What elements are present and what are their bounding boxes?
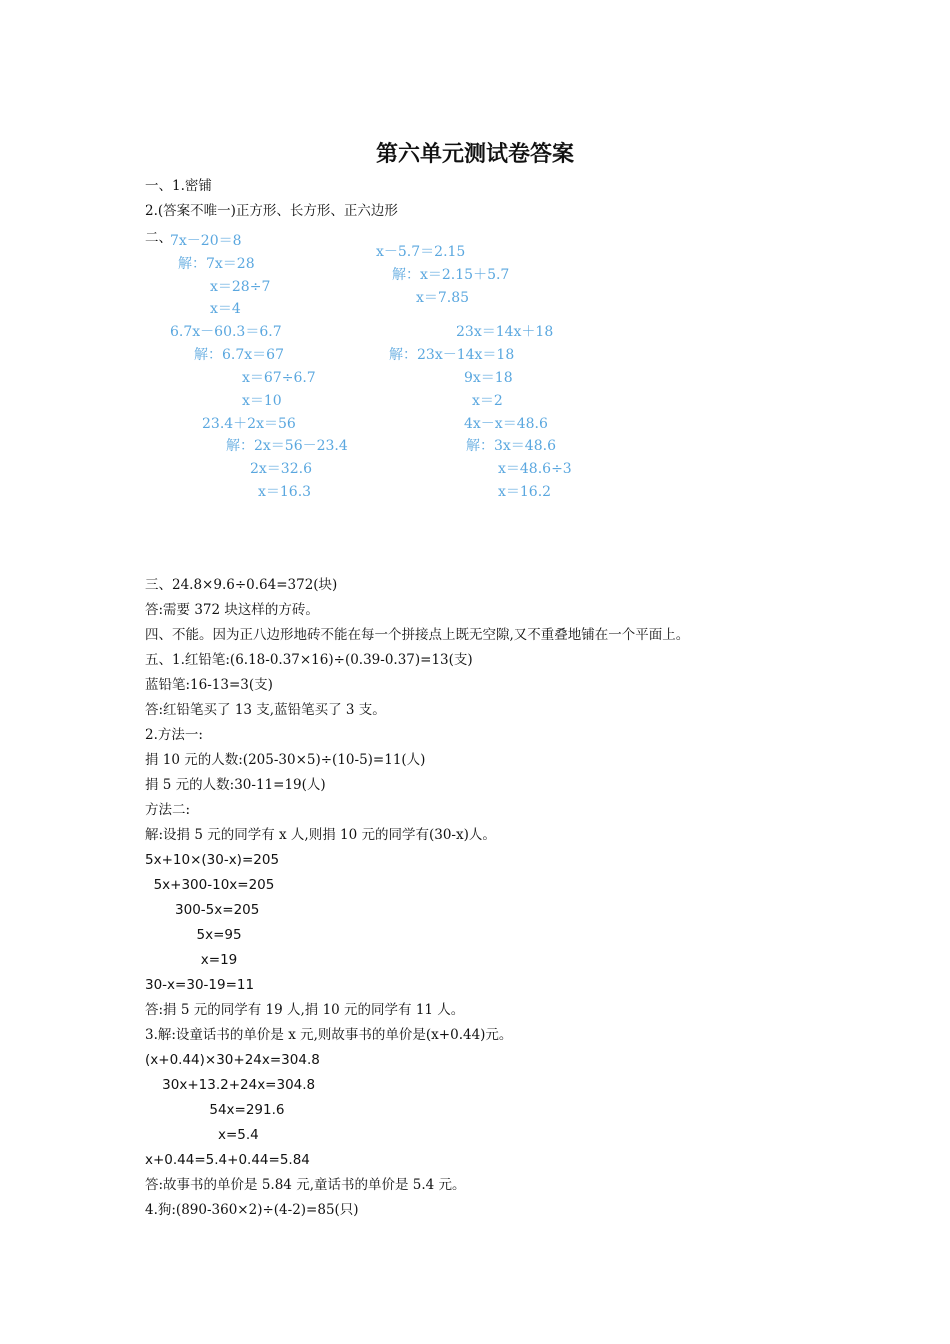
equation-left-1: 7x－20＝8 (170, 233, 242, 249)
answer-5-line: 5x+300-10x=205 (145, 877, 275, 893)
equation-left-12: x＝16.3 (258, 484, 312, 500)
answer-5-line: 蓝铅笔:16-13=3(支) (145, 677, 273, 693)
answer-5-line: 30-x=30-19=11 (145, 977, 255, 993)
equation-right-6: 9x＝18 (464, 370, 513, 386)
answer-5-line: 方法二: (145, 802, 191, 818)
equation-right-11: x＝16.2 (498, 484, 552, 500)
answer-5-line: x=19 (145, 952, 238, 968)
answer-5-line: 3.解:设童话书的单价是 x 元,则故事书的单价是(x+0.44)元。 (145, 1027, 513, 1043)
answer-5-line: 答:红铅笔买了 13 支,蓝铅笔买了 3 支。 (145, 702, 386, 718)
equation-right-2: 解：x＝2.15＋5.7 (392, 267, 510, 283)
answer-5-line: 5x=95 (145, 927, 242, 943)
answer-5-line: 答:捐 5 元的同学有 19 人,捐 10 元的同学有 11 人。 (145, 1002, 465, 1018)
answer-5-line: 捐 10 元的人数:(205-30×5)÷(10-5)=11(人) (145, 752, 426, 768)
equation-left-6: 解：6.7x＝67 (194, 347, 284, 363)
answer-5-line: (x+0.44)×30+24x=304.8 (145, 1052, 320, 1068)
answer-1-2: 2.(答案不唯一)正方形、长方形、正六边形 (145, 203, 398, 219)
equation-left-9: 23.4＋2x＝56 (202, 416, 296, 432)
answer-5-line: 2.方法一: (145, 727, 203, 743)
equation-right-3: x＝7.85 (416, 290, 470, 306)
equation-left-5: 6.7x－60.3＝6.7 (170, 324, 282, 340)
answer-5-line: 5x+10×(30-x)=205 (145, 852, 280, 868)
equation-right-10: x＝48.6÷3 (498, 461, 572, 477)
equation-left-2: 解：7x＝28 (178, 256, 255, 272)
equation-right-7: x＝2 (472, 393, 503, 409)
page-title: 第六单元测试卷答案 (375, 142, 574, 167)
answer-4-1: 四、不能。因为正八边形地砖不能在每一个拼接点上既无空隙,又不重叠地铺在一个平面上。 (145, 627, 690, 643)
equation-left-10: 解：2x＝56－23.4 (226, 438, 348, 454)
answer-5-line: 300-5x=205 (145, 902, 260, 918)
equation-left-3: x＝28÷7 (210, 279, 271, 295)
section-2-label: 二、 (145, 230, 172, 246)
equation-right-8: 4x－x＝48.6 (464, 416, 548, 432)
equation-right-4: 23x＝14x＋18 (456, 324, 554, 340)
equation-right-5: 解：23x－14x＝18 (389, 347, 515, 363)
equation-right-9: 解：3x＝48.6 (466, 438, 556, 454)
equation-left-8: x＝10 (242, 393, 282, 409)
equation-left-4: x＝4 (210, 301, 241, 317)
answer-5-line: 五、1.红铅笔:(6.18-0.37×16)÷(0.39-0.37)=13(支) (145, 652, 473, 668)
answer-5-line: 30x+13.2+24x=304.8 (145, 1077, 316, 1093)
answer-5-line: 捐 5 元的人数:30-11=19(人) (145, 777, 326, 793)
answer-1-1: 一、1.密铺 (145, 178, 212, 194)
answer-5-line: x+0.44=5.4+0.44=5.84 (145, 1152, 310, 1168)
answer-5-line: 解:设捐 5 元的同学有 x 人,则捐 10 元的同学有(30-x)人。 (145, 827, 496, 843)
answer-3-2: 答:需要 372 块这样的方砖。 (145, 602, 319, 618)
answer-5-line: x=5.4 (145, 1127, 259, 1143)
equation-left-7: x＝67÷6.7 (242, 370, 316, 386)
answer-5-line: 4.狗:(890-360×2)÷(4-2)=85(只) (145, 1202, 359, 1218)
equation-left-11: 2x＝32.6 (250, 461, 312, 477)
answer-5-line: 54x=291.6 (145, 1102, 285, 1118)
equation-right-1: x－5.7＝2.15 (376, 244, 466, 260)
answer-5-line: 答:故事书的单价是 5.84 元,童话书的单价是 5.4 元。 (145, 1177, 466, 1193)
answer-3-1: 三、24.8×9.6÷0.64=372(块) (145, 577, 338, 593)
